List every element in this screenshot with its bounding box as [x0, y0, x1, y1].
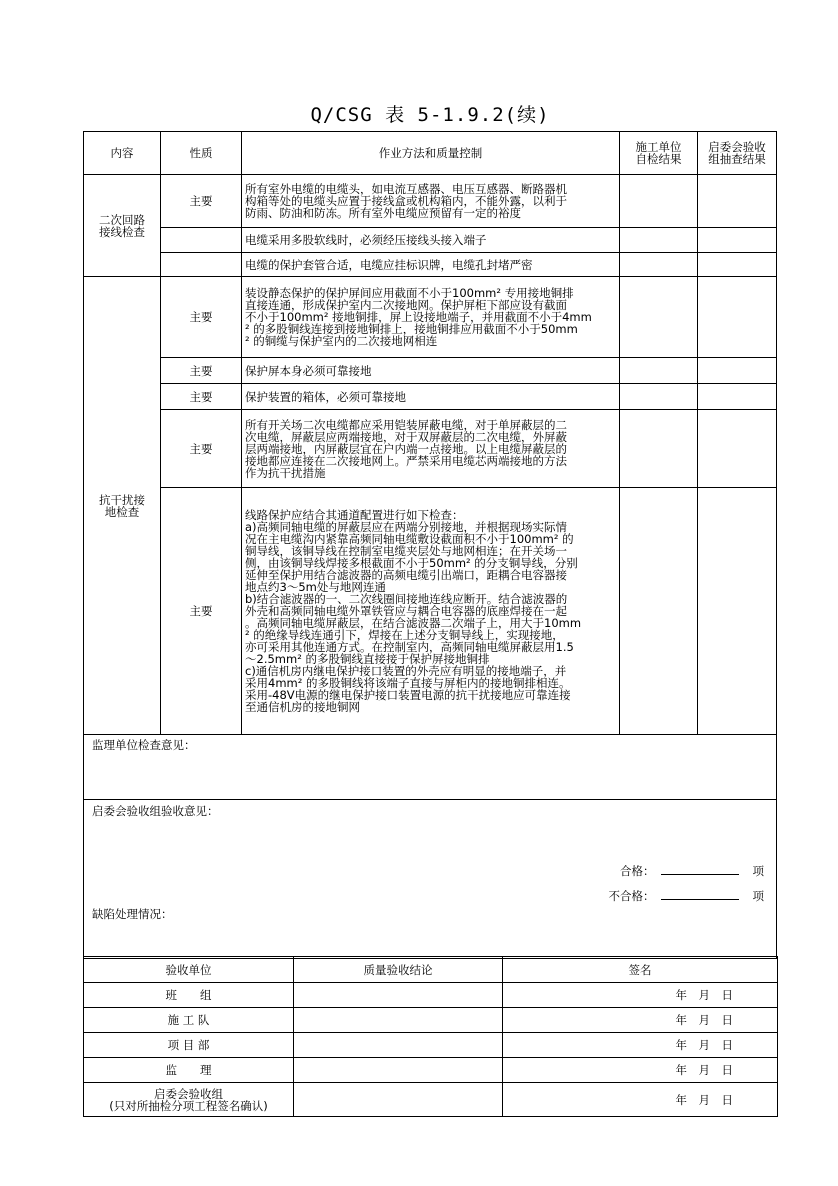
text-line: 接地都应连接在二次接地网上。严禁采用电缆芯两端接地的方法 — [245, 453, 567, 468]
table-row — [84, 277, 777, 358]
table-row — [84, 253, 777, 277]
committee-check-cell[interactable] — [698, 228, 777, 253]
signature-date[interactable]: 年 月 日 — [503, 983, 778, 1008]
acceptance-row — [84, 1058, 778, 1083]
text-line: 采用4mm² 的多股铜线将该端子直接与屏柜内的接地铜排相连。 — [245, 676, 571, 690]
nature-cell — [161, 253, 242, 277]
fail-label: 不合格： — [608, 889, 655, 903]
text-line: 组抽查结果 — [708, 152, 766, 166]
self-check-cell[interactable] — [620, 228, 698, 253]
committee-opinion-cell[interactable] — [84, 800, 777, 959]
method-cell — [242, 175, 620, 228]
nature-cell: 主要 — [161, 384, 242, 410]
text-line: 自检结果 — [635, 152, 682, 166]
text-line: 施 工 队 — [167, 1013, 210, 1027]
quality-conclusion-cell[interactable] — [294, 1008, 503, 1033]
text-line: (只对所抽检分项工程签名确认) — [109, 1098, 268, 1113]
group-secondary-circuit — [84, 175, 161, 277]
fail-unit: 项 — [752, 889, 764, 903]
text-line: c)通信机房内继电保护接口装置的外壳应有明显的接地端子，并 — [245, 664, 567, 678]
method-cell — [242, 358, 620, 384]
text-line: ² 的铜缆与保护室内的二次接地网相连 — [245, 334, 438, 348]
fail-count-line — [609, 889, 765, 902]
committee-check-cell[interactable] — [698, 488, 777, 735]
committee-check-cell[interactable] — [698, 277, 777, 358]
quality-conclusion-cell[interactable] — [294, 1033, 503, 1058]
header-quality-conclusion: 质量验收结论 — [294, 957, 503, 983]
header-signature: 签名 — [503, 957, 778, 983]
inspection-table — [83, 131, 777, 959]
text-line: 况在主电缆沟内紧靠高频同轴电缆敷设截面积不小于100mm² 的 — [245, 532, 574, 546]
text-line: ～2.5mm² 的多股铜线直接接于保护屏接地铜排 — [245, 652, 490, 666]
committee-check-cell[interactable] — [698, 358, 777, 384]
text-line: b)结合滤波器的一、二次线圈间接地连线应断开。结合滤波器的 — [245, 592, 568, 606]
text-line: 构箱等处的电缆头应置于接线盒或机构箱内，不能外露，以利于 — [245, 194, 567, 208]
table-row — [84, 358, 777, 384]
text-line: 抗干扰接 — [99, 492, 145, 507]
table-row — [84, 384, 777, 410]
text-line: 地检查 — [104, 504, 140, 519]
pass-count-field[interactable] — [661, 864, 739, 875]
text-line: 班 组 — [165, 988, 212, 1002]
text-line: 外壳和高频同轴电缆外罩铁管应与耦合电容器的底座焊接在一起 — [245, 604, 567, 618]
nature-cell — [161, 228, 242, 253]
text-line: 项 目 部 — [167, 1038, 210, 1052]
quality-conclusion-cell[interactable] — [294, 1058, 503, 1083]
acceptance-unit — [84, 1008, 294, 1033]
acceptance-row — [84, 1008, 778, 1033]
text-line: 作为抗干扰措施 — [245, 465, 326, 480]
header-committee-check — [698, 132, 777, 175]
header-nature: 性质 — [161, 132, 242, 175]
text-line: a)高频同轴电缆的屏蔽层应在两端分别接地，并根据现场实际情 — [245, 520, 568, 534]
header-acceptance-unit: 验收单位 — [84, 957, 294, 983]
text-line: 至通信机房的接地铜网 — [245, 700, 360, 714]
signature-date[interactable]: 年 月 日 — [503, 1058, 778, 1083]
pass-unit: 项 — [752, 864, 764, 878]
header-self-check — [620, 132, 698, 175]
table-row — [84, 175, 777, 228]
text-line: ² 的绝缘导线连通引下，焊接在上述分支铜导线上，实现接地， — [245, 628, 564, 642]
table-header-row — [84, 132, 777, 175]
defect-handling-label: 缺陷处理情况： — [92, 907, 173, 921]
text-line: 接线检查 — [99, 224, 145, 239]
method-cell — [242, 488, 620, 735]
acceptance-unit — [84, 1033, 294, 1058]
acceptance-unit — [84, 1058, 294, 1083]
nature-cell: 主要 — [161, 410, 242, 488]
text-line: 侧，由该铜导线焊接多根截面不小于50mm² 的分支铜导线，分别 — [245, 556, 578, 570]
text-line: 启委会验收组 — [154, 1086, 223, 1101]
committee-check-cell[interactable] — [698, 175, 777, 228]
nature-cell: 主要 — [161, 277, 242, 358]
nature-cell: 主要 — [161, 175, 242, 228]
committee-opinion-row — [84, 800, 777, 959]
self-check-cell[interactable] — [620, 410, 698, 488]
method-cell — [242, 277, 620, 358]
form-title: Q/CSG 表 5-1.9.2(续) — [310, 104, 550, 126]
committee-check-cell[interactable] — [698, 410, 777, 488]
pass-label: 合格： — [620, 864, 655, 878]
table-row — [84, 410, 777, 488]
text-line: 启委会验收 — [708, 140, 766, 154]
self-check-cell[interactable] — [620, 253, 698, 277]
text-line: 保护屏本身必须可靠接地 — [245, 363, 372, 378]
text-line: 所有开关场二次电缆都应采用铠装屏蔽电缆，对于单屏蔽层的二 — [245, 417, 567, 432]
quality-conclusion-cell[interactable] — [294, 983, 503, 1008]
self-check-cell[interactable] — [620, 175, 698, 228]
acceptance-unit — [84, 983, 294, 1008]
self-check-cell[interactable] — [620, 384, 698, 410]
self-check-cell[interactable] — [620, 277, 698, 358]
text-line: 不小于100mm² 接地铜排，屏上设接地端子，并用截面不小于4mm — [245, 310, 592, 324]
text-line: 。高频同轴电缆屏蔽层，在结合滤波器二次端子上，用大于10mm — [245, 616, 582, 630]
text-line: ² 的多股铜线连接到接地铜排上，接地铜排应用截面不小于50mm — [245, 322, 578, 336]
text-line: 电缆的保护套管合适，电缆应挂标识牌，电缆孔封堵严密 — [245, 257, 533, 272]
supervision-opinion-label: 监理单位检查意见： — [92, 738, 196, 752]
text-line: 施工单位 — [635, 140, 682, 154]
text-line: 地点约3～5m处与地网连通 — [245, 580, 386, 594]
text-line: 延伸至保护用结合滤波器的高频电缆引出端口，距耦合电容器接 — [245, 568, 567, 582]
text-line: 层两端接地，内屏蔽层宜在户内端一点接地。以上电缆屏蔽层的 — [245, 441, 567, 456]
text-line: 线路保护应结合其通道配置进行如下检查： — [245, 508, 464, 522]
group-anti-interference — [84, 277, 161, 735]
text-line: 所有室外电缆的电缆头，如电流互感器、电压互感器、断路器机 — [245, 182, 567, 196]
text-line: 二次回路 — [99, 212, 145, 227]
pass-count-line — [620, 864, 764, 877]
committee-opinion-label: 启委会验收组验收意见： — [92, 804, 219, 818]
text-line: 亦可采用其他连通方式。在控制室内，高频同轴电缆屏蔽层用1.5 — [245, 640, 574, 654]
fail-count-field[interactable] — [661, 889, 739, 900]
signature-date[interactable]: 年 月 日 — [503, 1008, 778, 1033]
table-row — [84, 488, 777, 735]
committee-check-cell[interactable] — [698, 253, 777, 277]
supervision-opinion-row — [84, 735, 777, 800]
method-cell — [242, 410, 620, 488]
acceptance-row — [84, 983, 778, 1008]
text-line: 次电缆，屏蔽层应两端接地，对于双屏蔽层的二次电缆，外屏蔽 — [245, 429, 567, 444]
acceptance-header-row — [84, 957, 778, 983]
committee-check-cell[interactable] — [698, 384, 777, 410]
method-cell — [242, 228, 620, 253]
text-line: 铜导线，该铜导线在控制室电缆夹层处与地网相连；在开关场一 — [245, 544, 567, 558]
nature-cell: 主要 — [161, 488, 242, 735]
text-line: 保护装置的箱体，必须可靠接地 — [245, 389, 406, 404]
acceptance-row — [84, 1083, 778, 1117]
acceptance-table — [83, 956, 778, 1117]
nature-cell: 主要 — [161, 358, 242, 384]
text-line: 防雨、防油和防冻。所有室外电缆应预留有一定的裕度 — [245, 206, 521, 220]
acceptance-unit — [84, 1083, 294, 1117]
signature-date[interactable]: 年 月 日 — [503, 1083, 778, 1117]
method-cell — [242, 384, 620, 410]
text-line: 装设静态保护的保护屏间应用截面不小于100mm² 专用接地铜排 — [245, 286, 574, 300]
self-check-cell[interactable] — [620, 488, 698, 735]
header-content: 内容 — [84, 132, 161, 175]
method-cell — [242, 253, 620, 277]
header-method: 作业方法和质量控制 — [242, 132, 620, 175]
acceptance-row — [84, 1033, 778, 1058]
text-line: 采用-48V电源的继电保护接口装置电源的抗干扰接地应可靠连接 — [245, 688, 571, 702]
self-check-cell[interactable] — [620, 358, 698, 384]
text-line: 电缆采用多股软线时，必须经压接线头接入端子 — [245, 233, 487, 247]
quality-conclusion-cell[interactable] — [294, 1083, 503, 1117]
text-line: 直接连通，形成保护室内二次接地网。保护屏柜下部应设有截面 — [245, 298, 567, 312]
signature-date[interactable]: 年 月 日 — [503, 1033, 778, 1058]
table-row — [84, 228, 777, 253]
text-line: 监 理 — [165, 1063, 212, 1077]
supervision-opinion-cell[interactable] — [84, 735, 777, 800]
